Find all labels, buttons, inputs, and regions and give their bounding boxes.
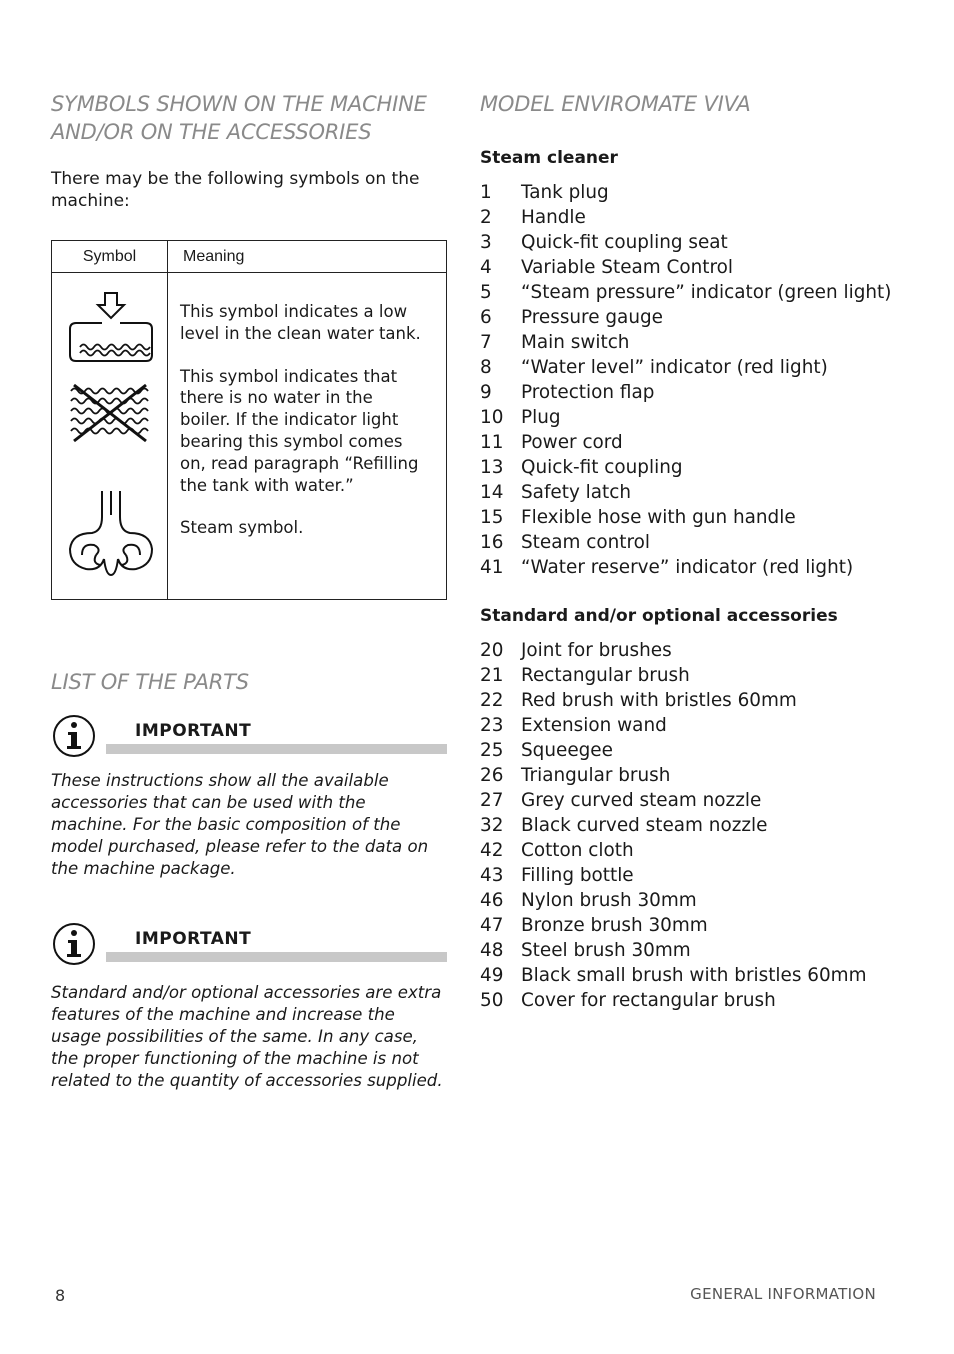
important-callout-2	[51, 922, 447, 968]
part-name: Cover for rectangular brush	[521, 990, 776, 1011]
part-name: Black curved steam nozzle	[521, 815, 768, 836]
list-item	[480, 738, 900, 763]
part-number: 7	[480, 332, 492, 353]
part-number: 48	[480, 940, 504, 961]
part-name: Nylon brush 30mm	[521, 890, 697, 911]
symbol-column-header: Symbol	[52, 241, 168, 273]
list-item	[480, 380, 900, 405]
list-item	[480, 280, 900, 305]
list-item	[480, 888, 900, 913]
part-name: Red brush with bristles 60mm	[521, 690, 797, 711]
steam-icon	[66, 489, 156, 579]
part-number: 6	[480, 307, 492, 328]
meaning-cell	[168, 273, 447, 600]
part-number: 42	[480, 840, 504, 861]
list-item	[480, 813, 900, 838]
symbol-cell	[52, 273, 168, 600]
list-item	[480, 230, 900, 255]
footer-section-name: GENERAL INFORMATION	[690, 1285, 876, 1303]
symbols-intro: There may be the following symbols on the machine:	[51, 169, 420, 211]
part-number: 3	[480, 232, 492, 253]
part-number: 11	[480, 432, 504, 453]
list-item	[480, 530, 900, 555]
list-item	[480, 663, 900, 688]
list-item	[480, 205, 900, 230]
list-item	[480, 688, 900, 713]
right-column	[480, 90, 900, 1013]
part-number: 49	[480, 965, 504, 986]
part-number: 10	[480, 407, 504, 428]
part-number: 16	[480, 532, 504, 553]
part-name: Steel brush 30mm	[521, 940, 691, 961]
list-item	[480, 913, 900, 938]
part-number: 5	[480, 282, 492, 303]
part-number: 47	[480, 915, 504, 936]
important-note-1: These instructions show all the available accessories that can be used with the machine. For the basic composition of the model purchased, please refer to the data on the machine package.	[51, 771, 429, 878]
list-item	[480, 255, 900, 280]
list-item	[480, 988, 900, 1013]
list-item	[480, 555, 900, 580]
model-section-title: MODEL ENVIROMATE VIVA	[480, 92, 751, 116]
parts-section-title: LIST OF THE PARTS	[51, 670, 249, 694]
accessories-heading: Standard and/or optional accessories	[480, 606, 838, 626]
part-name: Bronze brush 30mm	[521, 915, 708, 936]
meaning-low-water: This symbol indicates a low level in the clean water tank.	[180, 302, 421, 343]
part-number: 13	[480, 457, 504, 478]
part-number: 41	[480, 557, 504, 578]
symbols-title-line2: AND/OR ON THE ACCESSORIES	[51, 120, 372, 144]
list-item	[480, 505, 900, 530]
part-name: “Steam pressure” indicator (green light)	[521, 282, 892, 303]
list-item	[480, 713, 900, 738]
part-number: 26	[480, 765, 504, 786]
part-name: Extension wand	[521, 715, 667, 736]
part-name: Variable Steam Control	[521, 257, 734, 278]
part-number: 8	[480, 357, 492, 378]
accessories-list	[480, 638, 900, 1013]
meaning-no-water: This symbol indicates that there is no water in the boiler. If the indicator light bearing this symbol comes on, read paragraph “Refilling the tank with water.”	[180, 366, 419, 495]
part-number: 4	[480, 257, 492, 278]
list-item	[480, 838, 900, 863]
list-item	[480, 355, 900, 380]
list-item	[480, 938, 900, 963]
important-label: IMPORTANT	[135, 721, 252, 741]
part-name: Flexible hose with gun handle	[521, 507, 796, 528]
part-name: Tank plug	[521, 182, 609, 203]
part-name: “Water reserve” indicator (red light)	[521, 557, 854, 578]
important-callout-1	[51, 714, 447, 760]
part-number: 20	[480, 640, 504, 661]
part-number: 14	[480, 482, 504, 503]
part-name: “Water level” indicator (red light)	[521, 357, 828, 378]
part-number: 22	[480, 690, 504, 711]
part-number: 43	[480, 865, 504, 886]
symbols-table	[51, 240, 447, 600]
part-number: 23	[480, 715, 504, 736]
part-number: 1	[480, 182, 492, 203]
part-name: Grey curved steam nozzle	[521, 790, 762, 811]
part-number: 32	[480, 815, 504, 836]
list-item	[480, 405, 900, 430]
part-name: Rectangular brush	[521, 665, 690, 686]
important-divider	[106, 744, 447, 754]
list-item	[480, 330, 900, 355]
part-number: 21	[480, 665, 504, 686]
part-name: Cotton cloth	[521, 840, 634, 861]
list-item	[480, 455, 900, 480]
list-item	[480, 180, 900, 205]
part-name: Main switch	[521, 332, 630, 353]
part-name: Protection flap	[521, 382, 655, 403]
list-item	[480, 763, 900, 788]
list-item	[480, 863, 900, 888]
part-name: Quick-fit coupling seat	[521, 232, 728, 253]
part-name: Black small brush with bristles 60mm	[521, 965, 867, 986]
part-name: Joint for brushes	[521, 640, 672, 661]
part-name: Filling bottle	[521, 865, 634, 886]
part-name: Triangular brush	[521, 765, 671, 786]
part-name: Squeegee	[521, 740, 613, 761]
symbols-title-line1: SYMBOLS SHOWN ON THE MACHINE	[51, 92, 427, 116]
list-item	[480, 430, 900, 455]
list-item	[480, 963, 900, 988]
part-number: 9	[480, 382, 492, 403]
part-name: Power cord	[521, 432, 623, 453]
meaning-steam: Steam symbol.	[180, 518, 304, 538]
part-name: Safety latch	[521, 482, 632, 503]
part-name: Plug	[521, 407, 561, 428]
part-name: Pressure gauge	[521, 307, 663, 328]
low-water-tank-icon	[66, 291, 156, 363]
part-number: 2	[480, 207, 492, 228]
part-number: 15	[480, 507, 504, 528]
page-number: 8	[55, 1286, 66, 1305]
important-note-2: Standard and/or optional accessories are extra features of the machine and increase the usage possibilities of the same. In any case, the proper functioning of the machine is not related to the quantity of accessories supplied.	[51, 983, 443, 1090]
steam-cleaner-parts-list	[480, 180, 900, 580]
info-icon	[52, 922, 96, 966]
info-icon	[52, 714, 96, 758]
part-name: Quick-fit coupling	[521, 457, 683, 478]
list-item	[480, 788, 900, 813]
part-number: 25	[480, 740, 504, 761]
list-item	[480, 480, 900, 505]
list-item	[480, 305, 900, 330]
left-column	[51, 90, 447, 1092]
important-label: IMPORTANT	[135, 929, 252, 949]
part-number: 46	[480, 890, 504, 911]
important-divider	[106, 952, 447, 962]
part-number: 27	[480, 790, 504, 811]
no-water-boiler-icon	[66, 383, 156, 447]
part-name: Handle	[521, 207, 586, 228]
part-number: 50	[480, 990, 504, 1011]
steam-cleaner-heading: Steam cleaner	[480, 148, 618, 168]
part-name: Steam control	[521, 532, 650, 553]
list-item	[480, 638, 900, 663]
meaning-column-header: Meaning	[168, 241, 447, 273]
symbols-section-title	[51, 90, 447, 146]
